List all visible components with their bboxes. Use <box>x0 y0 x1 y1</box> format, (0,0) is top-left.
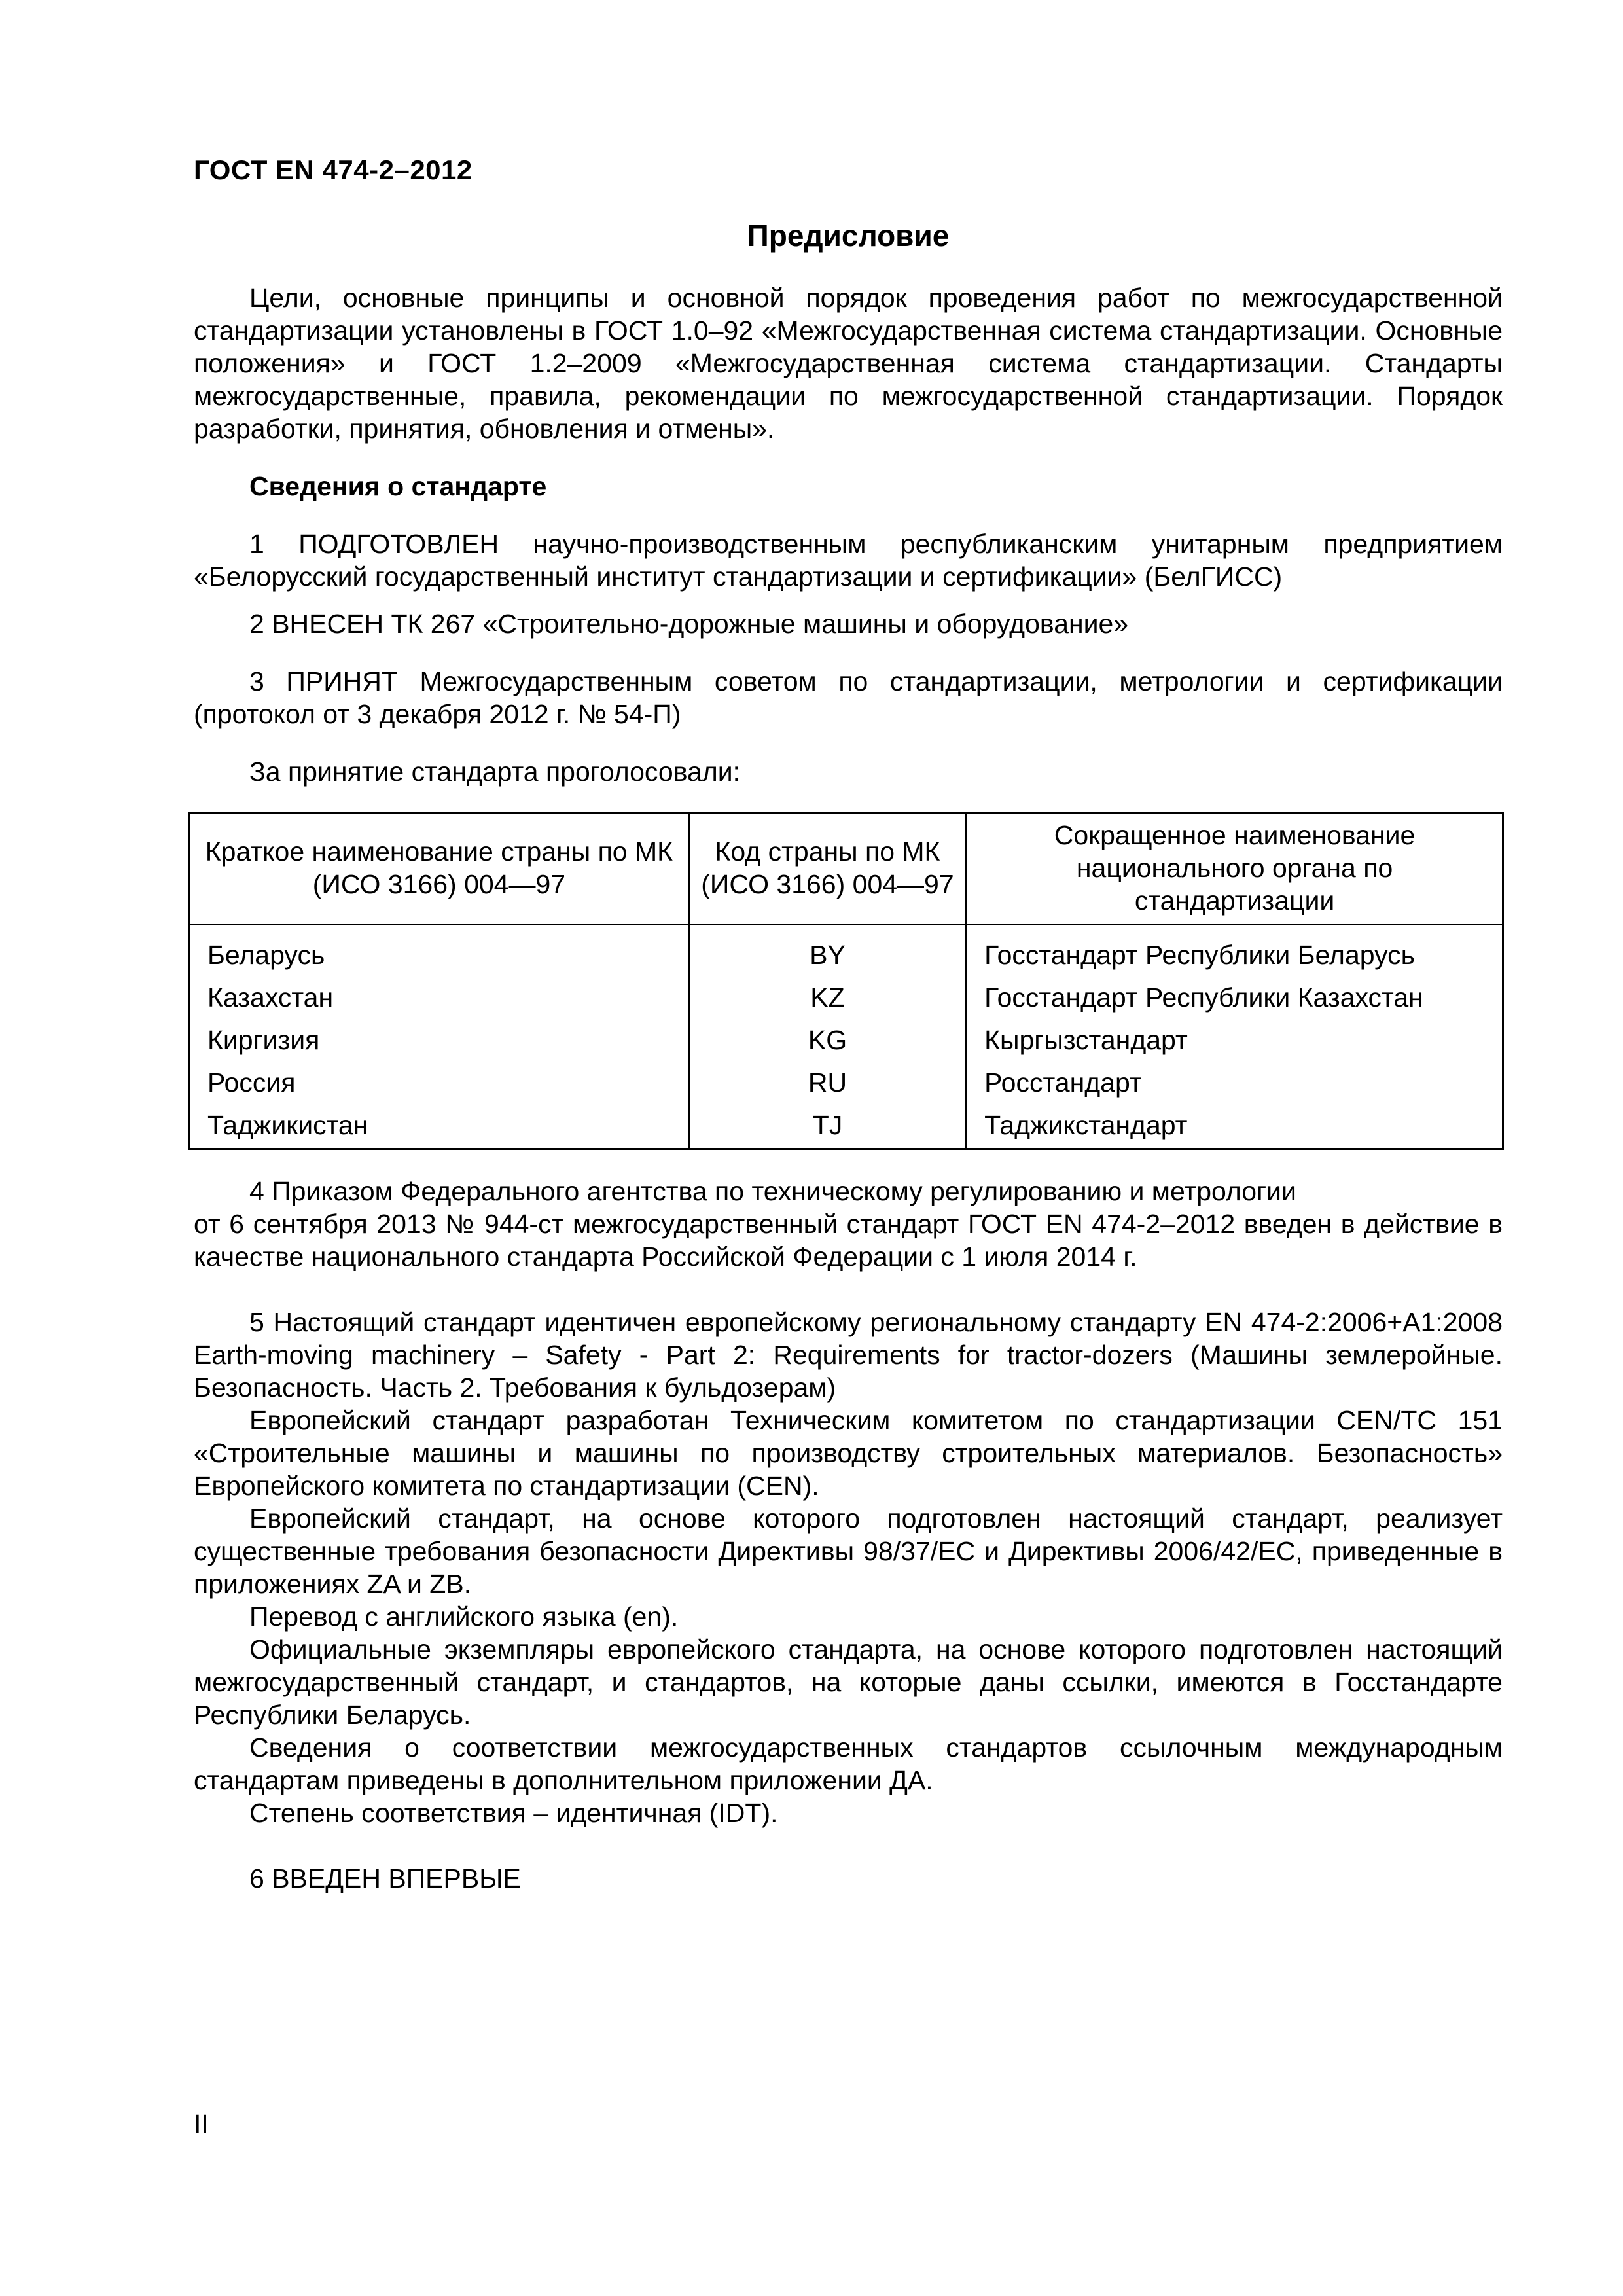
table-header-row <box>190 813 1503 925</box>
item-identical: 5 Настоящий стандарт идентичен европейскому региональному стандарту EN 474-2:2006+A1:2008 Earth-moving machinery – Safety - Part 2: Requirements for tractor-dozers (Машины землеройные. Безопасность. Часть 2. Требования к бульдозерам) <box>194 1307 1503 1403</box>
cell-body: Госстандарт Республики Беларусь <box>967 925 1503 979</box>
cell-body: Таджикстандарт <box>967 1106 1503 1149</box>
voted-intro: За принятие стандарта проголосовали: <box>249 757 741 787</box>
table-row <box>190 1106 1503 1149</box>
table-row <box>190 978 1503 1021</box>
cell-country: Казахстан <box>190 978 689 1021</box>
cell-country: Беларусь <box>190 925 689 979</box>
column-header-code: Код страны по МК (ИСО 3166) 004—97 <box>688 813 966 925</box>
voting-countries-table <box>188 812 1504 1150</box>
developed-paragraph: Европейский стандарт разработан Техническим комитетом по стандартизации CEN/TC 151 «Строительные машины и машины по производству строительных материалов. Безопасность» Европейского комитета по стандартизации (CEN). <box>194 1405 1503 1501</box>
page-title: Предисловие <box>747 219 950 253</box>
cell-code: RU <box>688 1064 966 1106</box>
cell-body: Кыргызстандарт <box>967 1021 1503 1064</box>
foreword-content <box>194 281 1503 1895</box>
cell-code: BY <box>688 925 966 979</box>
degree-paragraph: Степень соответствия – идентичная (IDT). <box>249 1798 778 1828</box>
item-first-introduced: 6 ВВЕДЕН ВПЕРВЫЕ <box>249 1863 521 1893</box>
cell-body: Госстандарт Республики Казахстан <box>967 978 1503 1021</box>
cell-country: Киргизия <box>190 1021 689 1064</box>
cell-country: Таджикистан <box>190 1106 689 1149</box>
cell-country: Россия <box>190 1064 689 1106</box>
table-row <box>190 925 1503 979</box>
document-id-header: ГОСТ EN 474-2–2012 <box>194 154 473 185</box>
directives-paragraph: Европейский стандарт, на основе которого подготовлен настоящий стандарт, реализует существенные требования безопасности Директивы 98/37/ЕС и Директивы 2006/42/ЕС, приведенные в приложениях ZA и ZB. <box>194 1503 1503 1599</box>
item-prepared: 1 ПОДГОТОВЛЕН научно-производственным республиканским унитарным предприятием «Белорусский государственный институт стандартизации и сертификации» (БелГИСС) <box>194 529 1503 592</box>
column-header-country: Краткое наименование страны по МК (ИСО 3166) 004—97 <box>190 813 689 925</box>
page-number: II <box>194 2109 209 2139</box>
official-copies-paragraph: Официальные экземпляры европейского стандарта, на основе которого подготовлен настоящий межгосударственный стандарт, и стандартов, на которые даны ссылки, имеются в Госстандарте Республики Беларусь. <box>194 1634 1503 1730</box>
item-order-line1: 4 Приказом Федерального агентства по техническому регулированию и метрологии <box>249 1176 1296 1206</box>
conformity-info-paragraph: Сведения о соответствии межгосударственных стандартов ссылочным международным стандартам приведены в дополнительном приложении ДА. <box>194 1732 1503 1795</box>
info-heading: Сведения о стандарте <box>249 471 547 501</box>
table-row <box>190 1064 1503 1106</box>
table-row <box>190 1021 1503 1064</box>
cell-code: KG <box>688 1021 966 1064</box>
translation-paragraph: Перевод с английского языка (en). <box>249 1602 679 1632</box>
cell-code: TJ <box>688 1106 966 1149</box>
cell-code: KZ <box>688 978 966 1021</box>
intro-paragraph: Цели, основные принципы и основной порядок проведения работ по межгосударственной стандартизации установлены в ГОСТ 1.0–92 «Межгосударственная система стандартизации. Основные положения» и ГОСТ 1.2–2009 «Межгосударственная система стандартизации. Стандарты межгосударственные, правила, рекомендации по межгосударственной стандартизации. Порядок разработки, принятия, обновления и отмены». <box>194 283 1503 444</box>
item-order-line2: от 6 сентября 2013 № 944-ст межгосударственный стандарт ГОСТ EN 474-2–2012 введен в действие в качестве национального стандарта Российской Федерации с 1 июля 2014 г. <box>194 1209 1503 1272</box>
cell-body: Росстандарт <box>967 1064 1503 1106</box>
item-adopted: 3 ПРИНЯТ Межгосударственным советом по стандартизации, метрологии и сертификации (протокол от 3 декабря 2012 г. № 54-П) <box>194 666 1503 729</box>
column-header-body: Сокращенное наименование национального органа по стандартизации <box>967 813 1503 925</box>
item-submitted: 2 ВНЕСЕН ТК 267 «Строительно-дорожные машины и оборудование» <box>249 609 1129 639</box>
